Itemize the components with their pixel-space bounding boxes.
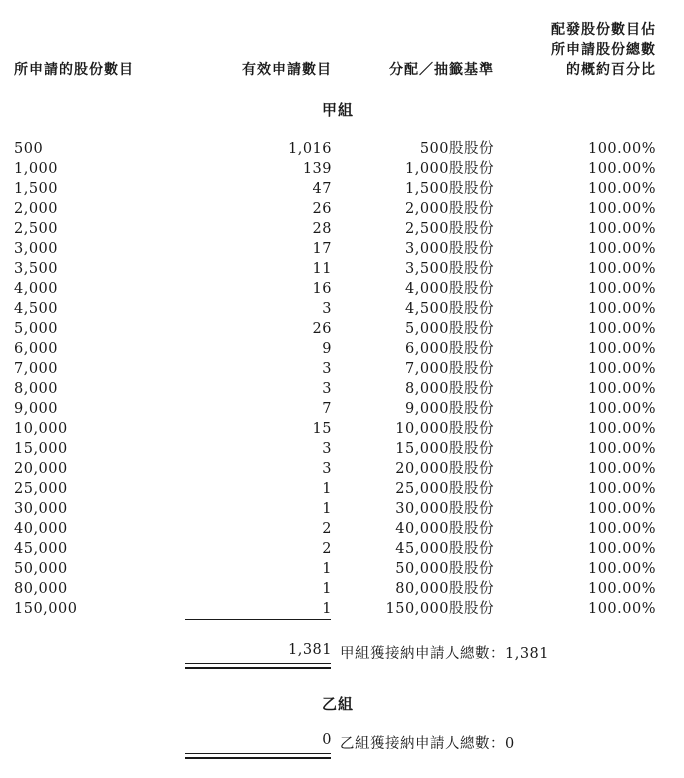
- allocation-basis: 1,000股股份: [404, 161, 494, 177]
- allocation-percentage: 100.00%: [587, 461, 656, 477]
- allocation-percentage: 100.00%: [587, 221, 656, 237]
- table-row: [0, 519, 684, 539]
- allocation-percentage: 100.00%: [587, 361, 656, 377]
- valid-applications: 2: [322, 521, 332, 537]
- table-row: [0, 599, 684, 619]
- allocation-basis: 5,000股股份: [404, 321, 494, 337]
- valid-applications: 28: [312, 221, 332, 237]
- group-a-double-rule-top: [185, 663, 331, 664]
- table-row: [0, 579, 684, 599]
- table-row: [0, 419, 684, 439]
- allocation-percentage: 100.00%: [587, 281, 656, 297]
- applied-shares: 20,000: [14, 461, 68, 477]
- applied-shares: 2,500: [14, 221, 59, 237]
- table-row: [0, 179, 684, 199]
- valid-applications: 1: [322, 581, 332, 597]
- applied-shares: 6,000: [14, 341, 59, 357]
- applied-shares: 5,000: [14, 321, 59, 337]
- group-a-total-count: 1,381: [287, 642, 332, 658]
- group-a-double-rule-bottom: [185, 667, 331, 669]
- allocation-basis: 7,000股股份: [404, 361, 494, 377]
- allocation-basis: 6,000股股份: [404, 341, 494, 357]
- allocation-percentage: 100.00%: [587, 261, 656, 277]
- allocation-basis: 8,000股股份: [404, 381, 494, 397]
- applied-shares: 150,000: [14, 601, 78, 617]
- applied-shares: 45,000: [14, 541, 68, 557]
- allocation-basis: 500股股份: [419, 141, 494, 157]
- applied-shares: 3,000: [14, 241, 59, 257]
- table-row: [0, 459, 684, 479]
- applied-shares: 7,000: [14, 361, 59, 377]
- allocation-percentage: 100.00%: [587, 161, 656, 177]
- valid-applications: 26: [312, 201, 332, 217]
- table-row: [0, 539, 684, 559]
- header-col4-line2: 所申請股份總數: [551, 42, 656, 58]
- header-col1: 所申請的股份數目: [14, 62, 134, 78]
- allocation-basis: 3,500股股份: [404, 261, 494, 277]
- allocation-basis: 4,000股股份: [404, 281, 494, 297]
- allocation-percentage: 100.00%: [587, 541, 656, 557]
- table-row: [0, 379, 684, 399]
- applied-shares: 8,000: [14, 381, 59, 397]
- table-row: [0, 319, 684, 339]
- valid-applications: 16: [312, 281, 332, 297]
- group-b-double-rule-top: [185, 753, 331, 754]
- applied-shares: 9,000: [14, 401, 59, 417]
- group-a-total-label: 甲組獲接納申請人總數：1,381: [340, 646, 550, 662]
- allocation-basis: 4,500股股份: [404, 301, 494, 317]
- allocation-percentage: 100.00%: [587, 581, 656, 597]
- applied-shares: 500: [14, 141, 44, 157]
- group-b-total-label: 乙組獲接納申請人總數：0: [340, 736, 515, 752]
- valid-applications: 139: [302, 161, 332, 177]
- applied-shares: 1,500: [14, 181, 59, 197]
- group-a-title: 甲組: [322, 101, 355, 119]
- allocation-percentage: 100.00%: [587, 421, 656, 437]
- allocation-basis: 2,000股股份: [404, 201, 494, 217]
- applied-shares: 15,000: [14, 441, 68, 457]
- valid-applications: 9: [322, 341, 332, 357]
- valid-applications: 1: [322, 601, 332, 617]
- allocation-basis: 45,000股股份: [395, 541, 494, 557]
- allocation-percentage: 100.00%: [587, 321, 656, 337]
- applied-shares: 25,000: [14, 481, 68, 497]
- group-b-double-rule-bottom: [185, 757, 331, 759]
- allocation-basis: 80,000股股份: [395, 581, 494, 597]
- table-row: [0, 399, 684, 419]
- valid-applications: 3: [322, 461, 332, 477]
- allocation-percentage: 100.00%: [587, 341, 656, 357]
- valid-applications: 1: [322, 481, 332, 497]
- table-row: [0, 219, 684, 239]
- table-row: [0, 199, 684, 219]
- allocation-basis: 150,000股股份: [385, 601, 494, 617]
- allocation-basis: 9,000股股份: [404, 401, 494, 417]
- header-col4-line1: 配發股份數目佔: [551, 22, 656, 38]
- allocation-basis: 2,500股股份: [404, 221, 494, 237]
- table-row: [0, 139, 684, 159]
- table-row: [0, 499, 684, 519]
- allocation-basis: 3,000股股份: [404, 241, 494, 257]
- valid-applications: 1: [322, 561, 332, 577]
- table-row: [0, 439, 684, 459]
- applied-shares: 80,000: [14, 581, 68, 597]
- header-col3: 分配／抽籤基準: [389, 62, 494, 78]
- table-row: [0, 159, 684, 179]
- valid-applications: 1: [322, 501, 332, 517]
- valid-applications: 3: [322, 441, 332, 457]
- valid-applications: 47: [312, 181, 332, 197]
- valid-applications: 7: [322, 401, 332, 417]
- table-row: [0, 359, 684, 379]
- allocation-percentage: 100.00%: [587, 401, 656, 417]
- allocation-percentage: 100.00%: [587, 241, 656, 257]
- applied-shares: 1,000: [14, 161, 59, 177]
- table-row: [0, 299, 684, 319]
- applied-shares: 50,000: [14, 561, 68, 577]
- allocation-basis: 30,000股股份: [395, 501, 494, 517]
- allocation-basis: 50,000股股份: [395, 561, 494, 577]
- allocation-percentage: 100.00%: [587, 481, 656, 497]
- allocation-basis: 25,000股股份: [395, 481, 494, 497]
- applied-shares: 40,000: [14, 521, 68, 537]
- group-b-total-count: 0: [322, 732, 332, 748]
- allocation-percentage: 100.00%: [587, 301, 656, 317]
- allocation-percentage: 100.00%: [587, 441, 656, 457]
- applied-shares: 2,000: [14, 201, 59, 217]
- table-row: [0, 279, 684, 299]
- allocation-percentage: 100.00%: [587, 141, 656, 157]
- subtotal-rule: [185, 619, 331, 620]
- allocation-percentage: 100.00%: [587, 561, 656, 577]
- allocation-basis: 15,000股股份: [395, 441, 494, 457]
- header-col4-line3: 的概約百分比: [566, 62, 656, 78]
- allocation-basis: 1,500股股份: [404, 181, 494, 197]
- table-row: [0, 339, 684, 359]
- allocation-basis: 40,000股股份: [395, 521, 494, 537]
- allocation-percentage: 100.00%: [587, 201, 656, 217]
- valid-applications: 17: [312, 241, 332, 257]
- applied-shares: 3,500: [14, 261, 59, 277]
- table-row: [0, 559, 684, 579]
- valid-applications: 1,016: [287, 141, 332, 157]
- valid-applications: 11: [312, 261, 332, 277]
- valid-applications: 2: [322, 541, 332, 557]
- valid-applications: 3: [322, 301, 332, 317]
- valid-applications: 15: [312, 421, 332, 437]
- group-b-title: 乙組: [322, 695, 355, 713]
- allocation-percentage: 100.00%: [587, 601, 656, 617]
- allocation-basis: 10,000股股份: [395, 421, 494, 437]
- valid-applications: 3: [322, 381, 332, 397]
- valid-applications: 26: [312, 321, 332, 337]
- header-col2: 有效申請數目: [242, 62, 332, 78]
- applied-shares: 30,000: [14, 501, 68, 517]
- valid-applications: 3: [322, 361, 332, 377]
- allocation-basis: 20,000股股份: [395, 461, 494, 477]
- applied-shares: 4,500: [14, 301, 59, 317]
- applied-shares: 10,000: [14, 421, 68, 437]
- table-row: [0, 479, 684, 499]
- table-row: [0, 259, 684, 279]
- applied-shares: 4,000: [14, 281, 59, 297]
- allocation-percentage: 100.00%: [587, 521, 656, 537]
- table-row: [0, 239, 684, 259]
- allocation-percentage: 100.00%: [587, 501, 656, 517]
- allocation-percentage: 100.00%: [587, 181, 656, 197]
- allocation-percentage: 100.00%: [587, 381, 656, 397]
